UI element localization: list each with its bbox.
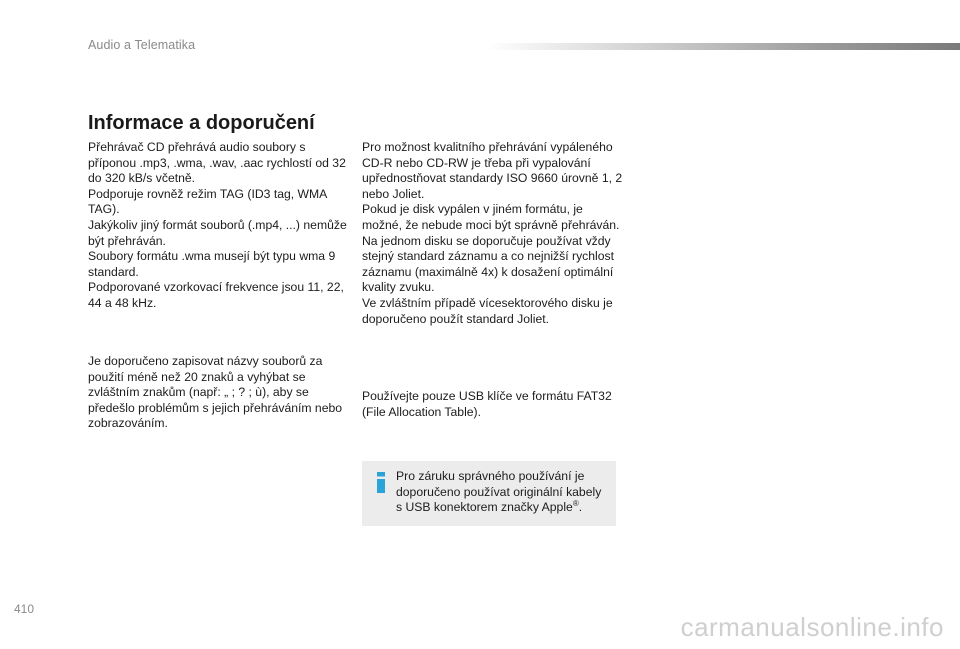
header-gradient-bar bbox=[486, 43, 960, 50]
paragraph: Pro možnost kvalitního přehrávání vypáleného CD-R nebo CD-RW je třeba při vypalování upřednostňovat standardy ISO 9660 úrovně 1, 2 nebo Joliet. bbox=[362, 140, 623, 201]
paragraph: Jakýkoliv jiný formát souborů (.mp4, ...) nemůže být přehráván. bbox=[88, 217, 347, 248]
watermark: carmanualsonline.info bbox=[680, 612, 944, 642]
paragraph: Přehrávač CD přehrává audio soubory s příponou .mp3, .wma, .wav, .aac rychlostí od 32 do 320 kB/s včetně. bbox=[88, 140, 346, 186]
paragraph: Ve zvláštním případě vícesektorového disku je doporučeno použít standard Joliet. bbox=[362, 295, 613, 326]
left-column-text-block bbox=[88, 140, 350, 312]
registered-mark: ® bbox=[572, 499, 579, 509]
info-note-body: Pro záruku správného používání je doporučeno používat originální kabely s USB konektorem značky Apple bbox=[396, 469, 602, 515]
paragraph: Pokud je disk vypálen v jiném formátu, je možné, že nebude moci být správně přehráván. bbox=[362, 202, 620, 232]
paragraph: Podporované vzorkovací frekvence jsou 11, 22, 44 a 48 kHz. bbox=[88, 280, 344, 310]
section-header-label: Audio a Telematika bbox=[88, 38, 196, 52]
page-title: Informace a doporučení bbox=[88, 112, 315, 134]
paragraph: Na jednom disku se doporučuje používat vždy stejný standard záznamu a co nejnižší rychlost záznamu (maximálně 4x) k dosažení optimální kvality zvuku. bbox=[362, 233, 614, 295]
paragraph: Podporuje rovněž režim TAG (ID3 tag, WMA TAG). bbox=[88, 186, 327, 217]
right-column-usb-note bbox=[362, 389, 624, 420]
info-note-suffix: . bbox=[578, 500, 583, 515]
info-note-box bbox=[362, 461, 616, 526]
page-number: 410 bbox=[14, 602, 35, 616]
paragraph: Je doporučeno zapisovat názvy souborů za použití méně než 20 znaků a vyhýbat se zvláštním znakům (např: „ ; ? ; ù), aby se předešlo problémům s jejich přehráváním nebo zobrazováním. bbox=[88, 354, 343, 431]
left-column-filename-note bbox=[88, 354, 350, 432]
paragraph: Soubory formátu .wma musejí být typu wma 9 standard. bbox=[88, 249, 336, 279]
right-column-text-block bbox=[362, 140, 624, 327]
info-note-text bbox=[396, 469, 608, 516]
info-icon bbox=[374, 472, 388, 493]
paragraph: Používejte pouze USB klíče ve formátu FAT32 (File Allocation Table). bbox=[362, 389, 612, 419]
